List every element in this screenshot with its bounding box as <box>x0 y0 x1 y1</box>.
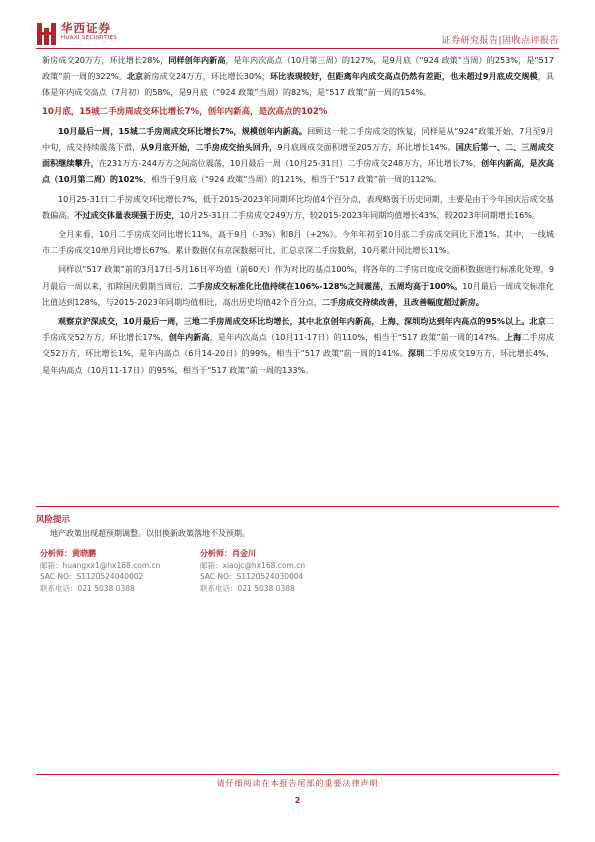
footer-divider <box>36 774 559 775</box>
bold-text: 同样创年内新高 <box>168 55 226 65</box>
text-run: 10月25-31日二手房成交249万方，较2015-2023年同期均值增长43%，较2023年同期增长16%。 <box>179 209 541 220</box>
analyst-role: 分析师： <box>200 549 232 558</box>
text-run: 同样以“517 政策”前的3月17日-5月16日平均值（前60天）作为对比的基点100%，将各年的二手房日度成交面积数据进行标准化处理，9月最后一周以来，扣除国庆假期当周后， <box>42 264 554 291</box>
text-run: ，相当于9月底（“924 政策”当周）的121%，相当于“517 政策”前一周的112%。 <box>143 174 442 185</box>
analyst-sac: SAC NO：S1120524040002 <box>40 572 144 581</box>
risk-divider <box>36 506 559 507</box>
bold-text: 从9月底开始，二手房成交抬头回升， <box>140 142 278 153</box>
text-run: 二手房成交52万方，环比增长17%， <box>42 316 554 343</box>
bold-text: 环比表现较好，但距离年内成交高点仍然有差距，也未超过9月底成交规模 <box>269 71 538 82</box>
text-run: 10月底，15城二手房周成交环比增长7%，创年内新高，是次高点的102% <box>42 106 328 117</box>
analyst-card <box>200 548 400 594</box>
huaxi-logo-icon <box>36 22 58 46</box>
text-run: 全月来看，10月二手房成交同比增长11%，高于9月（-3%）和8月（+2%）。今年年初至10月底二手房成交同比下滑1%。其中，一线城市二手房成交10单月同比增长67%。累计数据仅有京深数据可比，汇总京深二手房数据，10月累计同比增长11%。 <box>42 229 554 256</box>
text-run: ，具体是年内成交高点（7月初）的58%，是9月底（“924 政策”当周）的82%，是“517 政策”前一周的154%。 <box>42 71 554 98</box>
text-run: 二手房成交19万方，环比增长4%，是年内高点（10月11-17日）的95%，相当于“517 政策”前一周的133%。 <box>42 348 554 375</box>
body-paragraph <box>42 191 554 223</box>
risk-text: 地产政策出现超预期调整。以旧换新政策落地不及预期。 <box>50 529 250 538</box>
analyst-email[interactable]: xiaojc@hx168.com.cn <box>222 560 306 570</box>
text-run: 10月最后一周成交标准化比值达到128%，与2015-2023年同期均值相比，高出历史均值42个百分点， <box>42 280 554 307</box>
analyst-role: 分析师： <box>40 549 72 558</box>
phone-label: 联系电话： <box>200 583 238 593</box>
bold-text: 二手房成交标准化比值持续在106%-128%之间震荡，五周均高于100%。 <box>188 280 463 291</box>
text-run: 10月25-31日二手房成交环比增长7%，低于2015-2023年同期环比均值4个百分点，表现略弱于历史同期，主要是由于今年国庆后成交基数偏高。 <box>42 193 554 220</box>
text-run: ，是年内次高点（10月11-17日）的110%，相当于“517 政策”前一周的147%。 <box>209 332 505 343</box>
bold-text: 北京 <box>126 71 144 82</box>
text-run: 二手房成交52万方，环比增长1%，是年内高点（6月14-20日）的99%，相当于“517 政策”前一周的141%。 <box>42 332 554 359</box>
page-header <box>0 0 595 48</box>
bold-text: 国庆后第一、二、三周成交面积继续攀升， <box>42 142 554 169</box>
text-run: 在231万方-244万方之间高位震荡，10月最后一周（10月25-31日）二手房成交248万方，环比增长7%， <box>98 158 481 169</box>
section-title <box>42 104 554 120</box>
phone-label: 联系电话： <box>40 583 78 593</box>
body-paragraph <box>42 226 554 258</box>
analyst-email[interactable]: huangxx1@hx168.com.cn <box>62 560 161 570</box>
legal-disclaimer: 请仔细阅读在本报告尾部的重要法律声明 <box>216 779 379 788</box>
bold-text: 上海 <box>504 332 522 343</box>
bold-text: 创年内新高 <box>168 332 210 343</box>
header-divider <box>36 48 559 49</box>
analyst-sac: SAC NO：S1120524030004 <box>200 572 304 581</box>
body-paragraph <box>42 313 554 378</box>
text-run: 9月底周成交面积增至205万方，环比增长14%。 <box>277 142 456 153</box>
analyst-phone: 021 5038 0388 <box>237 583 295 593</box>
risk-title: 风险提示 <box>36 515 71 525</box>
bold-text: 10月最后一周，15城二手房周成交环比增长7%，规模创年内新高。 <box>58 125 308 136</box>
text-run: 新房成交24万方，环比增长30%， <box>143 71 270 82</box>
brand-cn: 华西证券 <box>61 21 111 35</box>
report-type: 证券研究报告|固收点评报告 <box>441 36 559 46</box>
report-body <box>42 52 554 381</box>
brand-name <box>61 22 117 42</box>
risk-section <box>36 506 559 539</box>
bold-text: 不过成交体量表现强于历史， <box>74 209 180 220</box>
bold-text: 创年内新高，是次高点（10月第二周）的102% <box>42 158 554 185</box>
analyst-block <box>36 548 559 668</box>
text-run: ，是年内次高点（10月第三周）的127%，是9月底（“924 政策”当周）的253%，是“517 政策”前一周的322%。 <box>42 55 554 82</box>
brand-en: HUAXI SECURITIES <box>61 35 118 41</box>
analyst-name: 黄晓鹏 <box>72 549 96 558</box>
bold-text: 深圳 <box>407 348 425 359</box>
analyst-name: 肖金川 <box>232 549 256 558</box>
bold-text: 二手房成交持续改善，且改善幅度超过新房。 <box>321 296 484 307</box>
page-number: 2 <box>294 796 301 805</box>
text-run: 新房成交20万方，环比增长28%， <box>42 55 169 65</box>
bold-text: 北京 <box>529 316 546 327</box>
analyst-phone: 021 5038 0388 <box>77 583 135 593</box>
text-run: 回顾这一轮二手房成交的恢复，同样是从“924”政策开始，7月至9月中旬，成交持续震荡下滑， <box>42 125 554 153</box>
email-label: 邮箱： <box>200 560 223 570</box>
body-paragraph <box>42 123 554 188</box>
bold-text: 观察京沪深成交，10月最后一周，三地二手房周成交环比均增长，其中北京创年内新高，上海、深圳均达到年内高点的95%以上。 <box>58 316 530 327</box>
body-paragraph <box>42 261 554 310</box>
email-label: 邮箱： <box>40 560 63 570</box>
body-paragraph <box>42 52 554 101</box>
